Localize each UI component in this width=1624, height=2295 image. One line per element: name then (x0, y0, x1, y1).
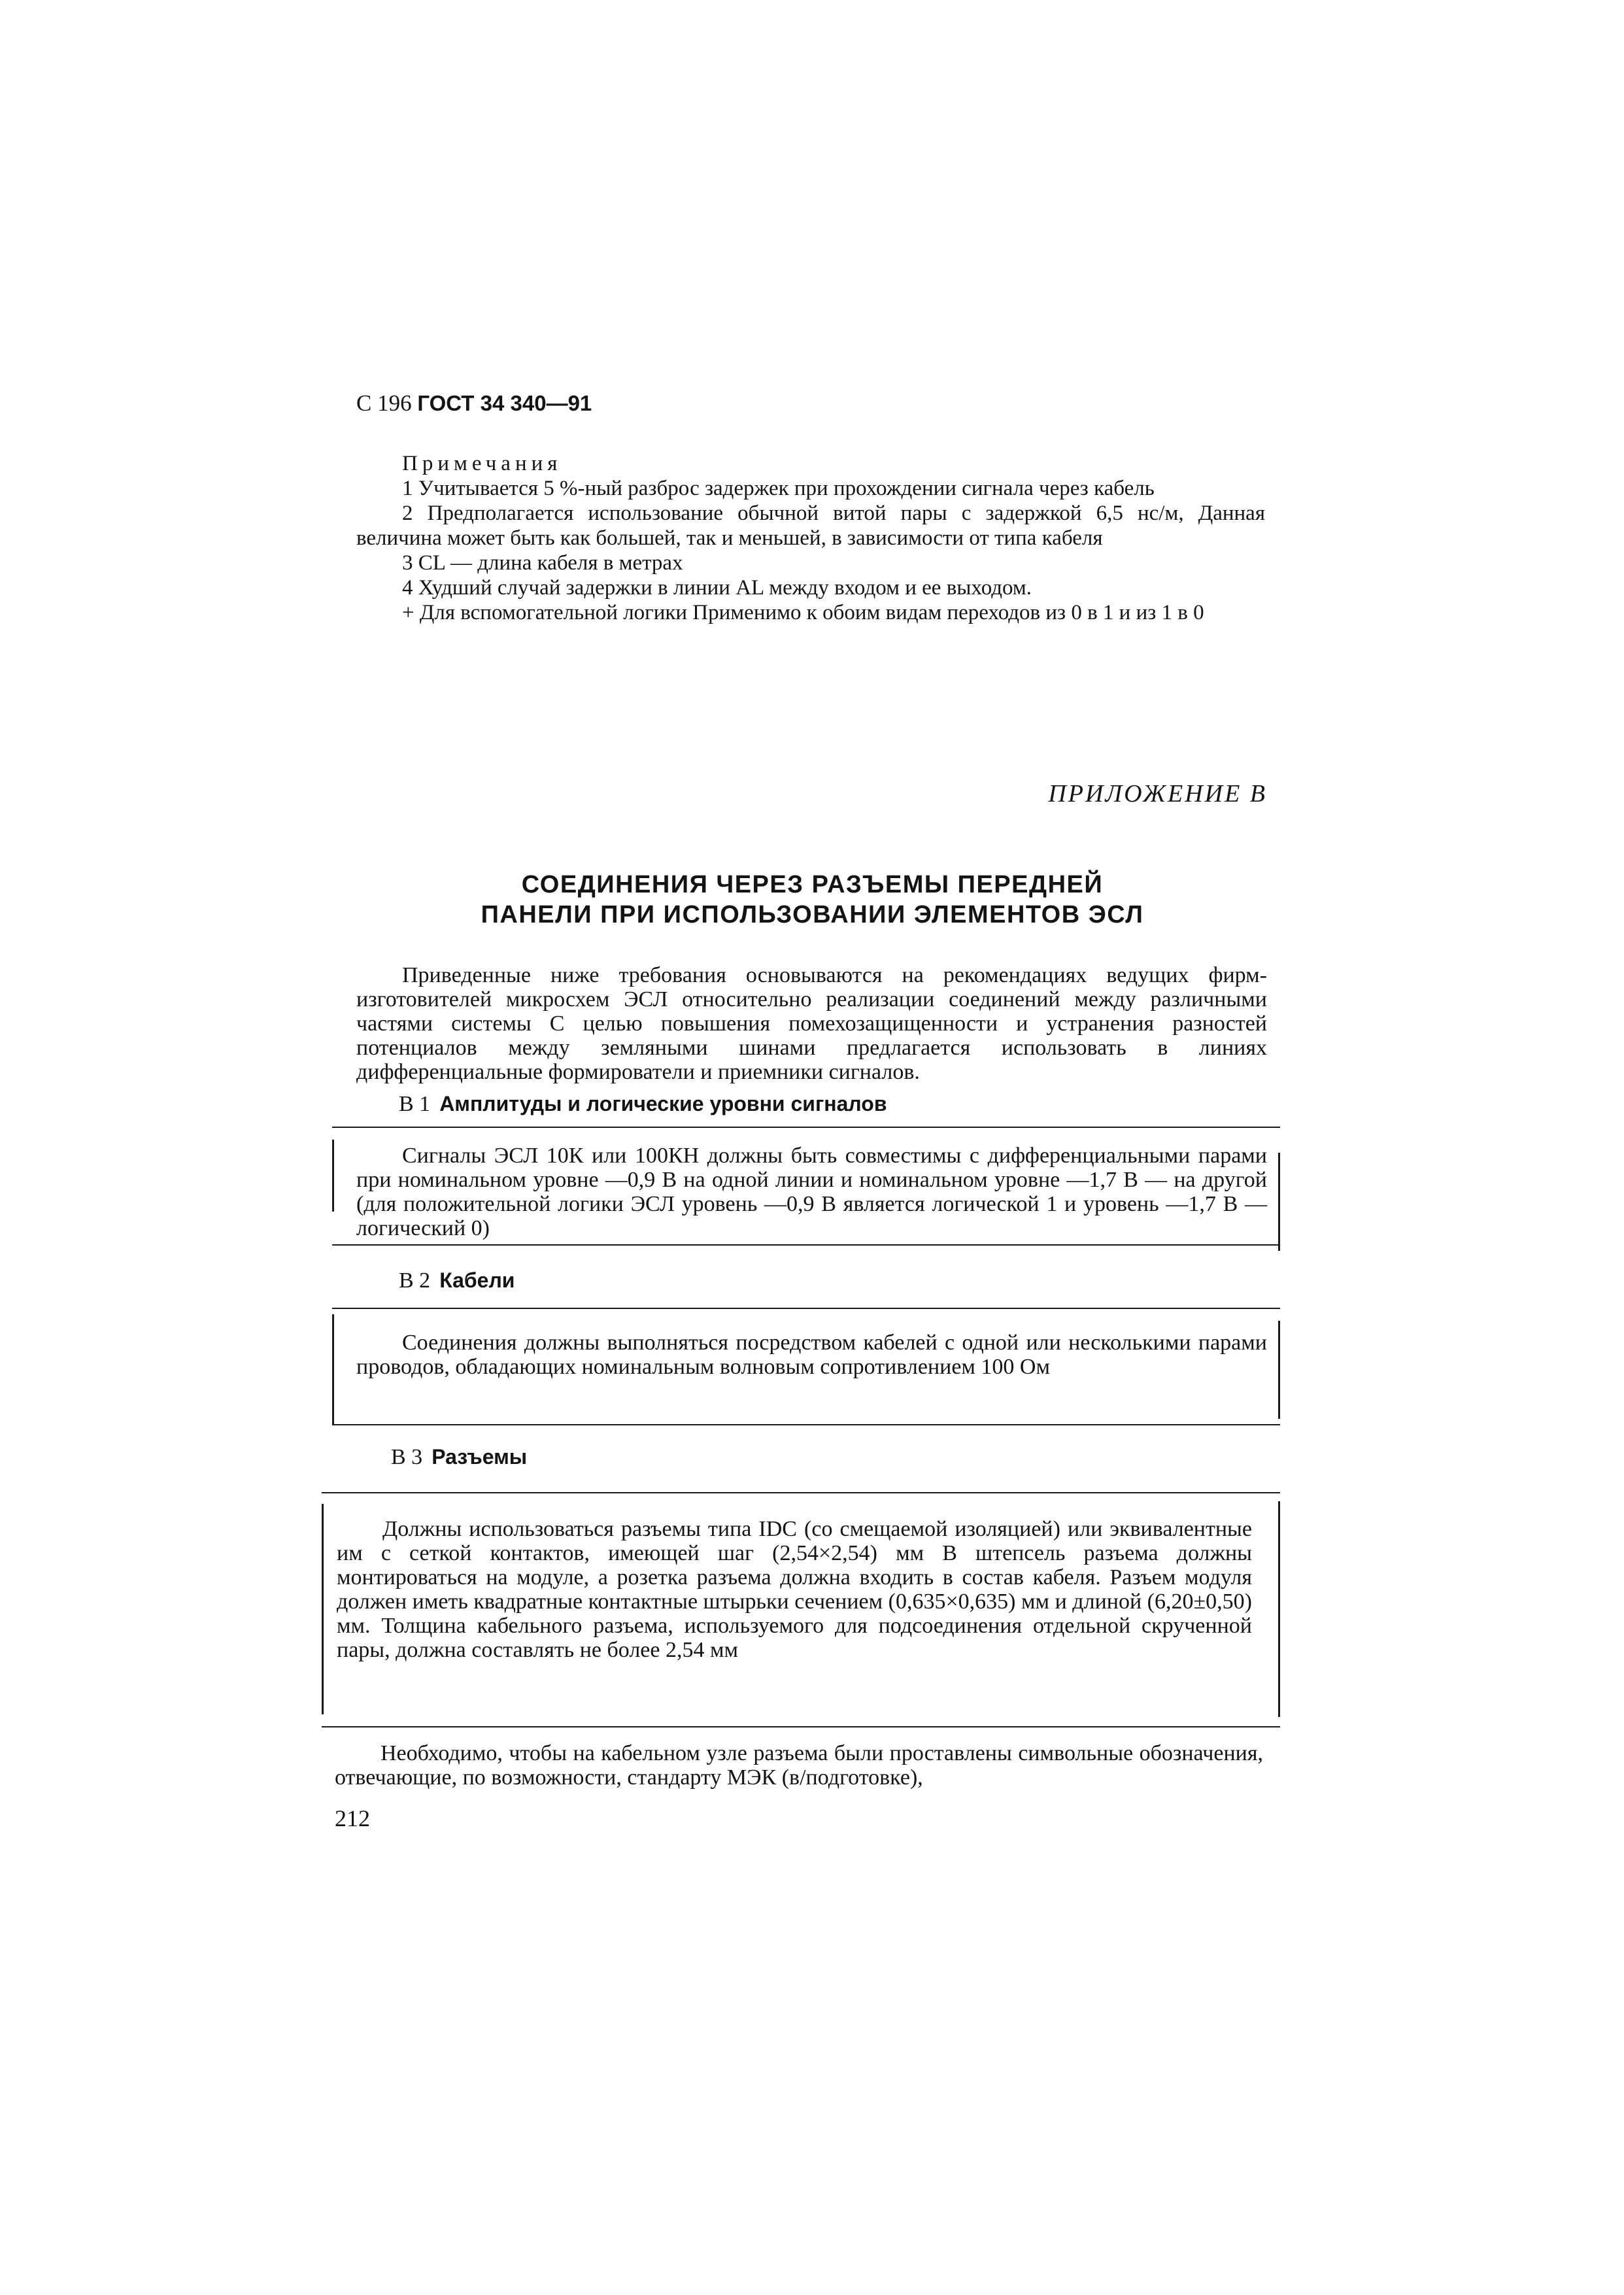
section-title: Амплитуды и логические уровни сигналов (439, 1092, 887, 1115)
note-item: 2 Предполагается использование обычной витой пары с задержкой 6,5 нс/м, Данная величина может быть как большей, так и меньшей, в зависимости от типа кабеля (356, 502, 1265, 550)
document-title (356, 870, 1268, 930)
section-b2-text: Соединения должны выполняться посредством кабелей с одной или несколькими парами проводов, обладающих номинальным волновым сопротивлением 100 Ом (356, 1331, 1267, 1379)
intro-text: Приведенные ниже требования основываются на рекомендациях ведущих фирм-изготовителей микросхем ЭСЛ относительно реализации соединений между различными частями системы С целью повышения помехозащищенности и устранения разностей потенциалов между земляными шинами предлагается использовать в линиях дифференциальные формирователи и приемники сигналов. (356, 963, 1267, 1084)
box-right-bar (1278, 1321, 1280, 1419)
title-line-2: ПАНЕЛИ ПРИ ИСПОЛЬЗОВАНИИ ЭЛЕМЕНТОВ ЭСЛ (481, 901, 1144, 928)
section-b2-heading (399, 1268, 515, 1293)
box-bottom-rule (322, 1726, 1280, 1727)
header-standard: ГОСТ 34 340—91 (417, 391, 592, 415)
section-number: В 1 (399, 1092, 431, 1116)
box-top-rule (332, 1127, 1280, 1128)
running-header (356, 390, 592, 416)
appendix-label: ПРИЛОЖЕНИЕ В (1048, 780, 1267, 808)
section-number: В 3 (391, 1445, 423, 1469)
intro-paragraph (356, 963, 1267, 1084)
requirement-box-b3 (322, 1492, 1280, 1727)
closing-paragraph (335, 1741, 1263, 1790)
box-bottom-rule (332, 1244, 1280, 1246)
box-right-bar (1278, 1501, 1280, 1717)
box-left-bar (332, 1314, 334, 1425)
box-top-rule (332, 1308, 1280, 1309)
title-line-1: СОЕДИНЕНИЯ ЧЕРЕЗ РАЗЪЕМЫ ПЕРЕДНЕЙ (521, 871, 1104, 898)
box-top-rule (322, 1492, 1280, 1493)
header-prefix: С 196 (356, 390, 412, 416)
section-title: Кабели (439, 1268, 515, 1292)
box-right-bar (1278, 1153, 1280, 1251)
notes-block (356, 451, 1265, 625)
requirement-box-b2 (332, 1308, 1280, 1425)
closing-text: Необходимо, чтобы на кабельном узле разъема были проставлены символьные обозначения, отвечающие, по возможности, стандарту МЭК (в/подготовке), (335, 1741, 1263, 1790)
box-left-bar (332, 1140, 334, 1212)
section-b1-text: Сигналы ЭСЛ 10К или 100КН должны быть совместимы с дифференциальными парами при номинальном уровне —0,9 В на одной линии и номинальном уровне —1,7 В — на другой (для положительной логики ЭСЛ уровень —0,9 В является логической 1 и уровень —1,7 В — логический 0) (356, 1144, 1267, 1240)
box-bottom-rule (332, 1424, 1280, 1425)
note-item: 1 Учитывается 5 %-ный разброс задержек при прохождении сигнала через кабель (402, 477, 1155, 500)
section-b1-heading (399, 1092, 887, 1117)
requirement-box-b1 (332, 1127, 1280, 1246)
page-number: 212 (335, 1805, 370, 1831)
section-title: Разъемы (431, 1445, 528, 1469)
section-number: В 2 (399, 1268, 431, 1293)
note-item: 3 CL — длина кабеля в метрах (402, 551, 683, 575)
section-b3-heading (391, 1445, 527, 1470)
section-b3-text: Должны использоваться разъемы типа IDC (со смещаемой изоляцией) или эквивалентные им с сеткой контактов, имеющей шаг (2,54×2,54) мм В штепсель разъема должны монтироваться на модуле, а розетка разъема должна входить в состав кабеля. Разъем модуля должен иметь квадратные контактные штырьки сечением (0,635×0,635) мм и длиной (6,20±0,50) мм. Толщина кабельного разъема, используемого для подсоединения отдельной скрученной пары, должна составлять не более 2,54 мм (337, 1517, 1252, 1662)
note-item: 4 Худший случай задержки в линии AL между входом и ее выходом. (402, 576, 1032, 600)
notes-title: Примечания (402, 452, 562, 475)
note-item: + Для вспомогательной логики Применимо к обоим видам переходов из 0 в 1 и из 1 в 0 (402, 601, 1204, 624)
box-left-bar (322, 1504, 324, 1714)
